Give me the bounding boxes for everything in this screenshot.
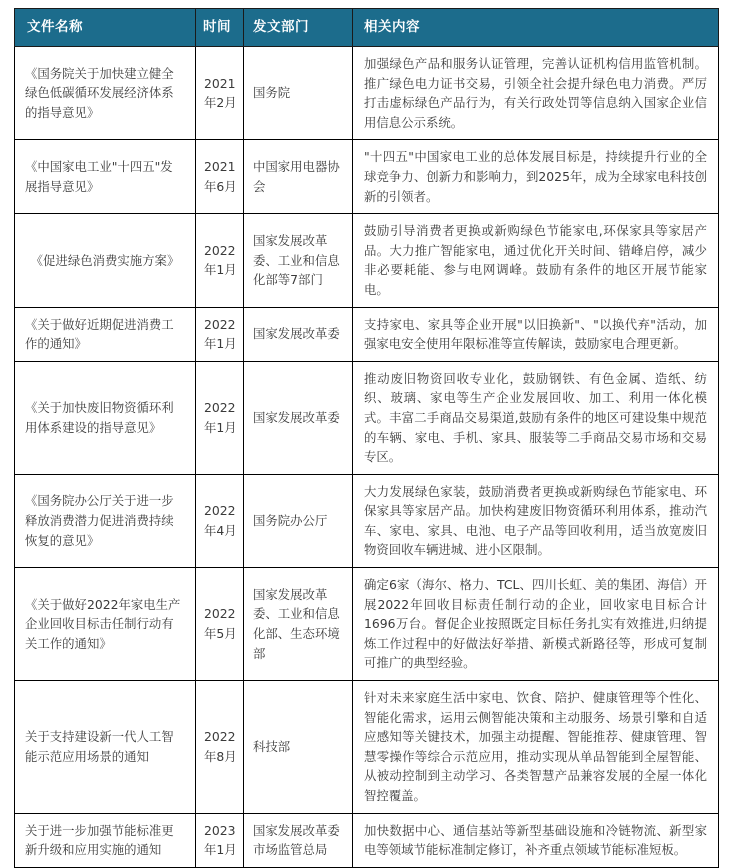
cell-file-name xyxy=(15,568,196,681)
table-row xyxy=(15,681,719,814)
table-row xyxy=(15,813,719,867)
cell-department: 中国家用电器协会 xyxy=(244,140,353,214)
column-header-content: 相关内容 xyxy=(353,9,719,47)
table-row xyxy=(15,140,719,214)
file-name-text: 《国务院办公厅关于进一步释放消费潜力促进消费持续恢复的意见》 xyxy=(25,493,174,548)
file-name-text: 《关于加快废旧物资循环利用体系建设的指导意见》 xyxy=(25,400,174,435)
table-row xyxy=(15,361,719,474)
file-name-text: 《关于做好2022年家电生产企业回收目标击任制行动有关工作的通知》 xyxy=(25,596,181,651)
cell-time: 2022年1月 xyxy=(196,307,244,361)
cell-time: 2021年6月 xyxy=(196,140,244,214)
table-row xyxy=(15,47,719,140)
table-header-row xyxy=(15,9,719,47)
table-row xyxy=(15,307,719,361)
cell-content: 大力发展绿色家装，鼓励消费者更换或新购绿色节能家电、环保家具等家居产品。加快构建废旧物资循环利用体系，推动汽车、家电、家具、电池、电子产品等回收利用，适当放宽废旧物资回收车辆进城、进小区限制。 xyxy=(353,474,719,567)
cell-file-name xyxy=(15,47,196,140)
cell-file-name xyxy=(15,474,196,567)
file-name-text: 《国务院关于加快建立健全绿色低碳循环发展经济体系的指导意见》 xyxy=(25,65,174,120)
cell-content: 针对未来家庭生活中家电、饮食、陪护、健康管理等个性化、智能化需求，运用云侧智能决策和主动服务、场景引擎和自适应感知等关键技术，加强主动提醒、智能推荐、健康管理、智慧零操作等综合示范应用，推动实现从单品智能到全屋智能、从被动控制到主动学习、各类智慧产品兼容发展的全屋一体化智控覆盖。 xyxy=(353,681,719,814)
file-name-text: 关于进一步加强节能标准更新升级和应用实施的通知 xyxy=(25,822,174,858)
cell-time: 2022年4月 xyxy=(196,474,244,567)
cell-content: "十四五"中国家电工业的总体发展目标是，持续提升行业的全球竞争力、创新力和影响力，到2025年，成为全球家电科技创新的引领者。 xyxy=(353,140,719,214)
cell-time: 2022年8月 xyxy=(196,681,244,814)
cell-department: 国家发展改革委、工业和信息化部、生态环境部 xyxy=(244,568,353,681)
cell-content: 支持家电、家具等企业开展"以旧换新"、"以换代弃"活动，加强家电安全使用年限标准等宣传解读，鼓励家电合理更新。 xyxy=(353,307,719,361)
cell-content: 确定6家（海尔、格力、TCL、四川长虹、美的集团、海信）开展2022年回收目标责任制行动的企业，回收家电目标合计1696万台。督促企业按照既定目标任务扎实有效推进,归纳提炼工作过程中的好做法好举措、新模式新路径等，形成可复制可推广的典型经验。 xyxy=(353,568,719,681)
column-header-department: 发文部门 xyxy=(244,9,353,47)
cell-file-name xyxy=(15,681,196,814)
cell-department: 国家发展改革委 xyxy=(244,307,353,361)
cell-file-name xyxy=(15,307,196,361)
cell-time: 2022年1月 xyxy=(196,214,244,307)
cell-file-name xyxy=(15,140,196,214)
table-header xyxy=(15,9,719,47)
cell-department: 国家发展改革委 xyxy=(244,361,353,474)
cell-file-name xyxy=(15,813,196,867)
file-name-text: 《中国家电工业"十四五"发展指导意见》 xyxy=(25,159,173,194)
table-row xyxy=(15,568,719,681)
cell-file-name xyxy=(15,361,196,474)
cell-time: 2023年1月 xyxy=(196,813,244,867)
file-name-text: 《关于做好近期促进消费工作的通知》 xyxy=(25,316,174,352)
cell-department: 国务院 xyxy=(244,47,353,140)
cell-content: 鼓励引导消费者更换或新购绿色节能家电,环保家具等家居产品。大力推广智能家电，通过优化开关时间、错峰启停，减少非必要耗能、参与电网调峰。鼓励有条件的地区开展节能家电。 xyxy=(353,214,719,307)
table-row xyxy=(15,214,719,307)
column-header-time: 时间 xyxy=(196,9,244,47)
cell-department: 国家发展改革委、工业和信息化部等7部门 xyxy=(244,214,353,307)
policy-table xyxy=(14,8,719,868)
cell-department: 国务院办公厅 xyxy=(244,474,353,567)
cell-content: 加强绿色产品和服务认证管理，完善认证机构信用监管机制。推广绿色电力证书交易，引领全社会提升绿色电力消费。严厉打击虚标绿色产品行为，有关行政处罚等信息纳入国家企业信用信息公示系统。 xyxy=(353,47,719,140)
cell-content: 加快数据中心、通信基站等新型基础设施和冷链物流、新型家电等领域节能标准制定修订，补齐重点领域节能标准短板。 xyxy=(353,813,719,867)
cell-time: 2022年5月 xyxy=(196,568,244,681)
cell-file-name xyxy=(15,214,196,307)
file-name-text: 关于支持建设新一代人工智能示范应用场景的通知 xyxy=(25,729,174,764)
table-body xyxy=(15,47,719,868)
cell-department: 科技部 xyxy=(244,681,353,814)
table-row xyxy=(15,474,719,567)
cell-content: 推动废旧物资回收专业化，鼓励钢铁、有色金属、造纸、纺织、玻璃、家电等生产企业发展回收、加工、利用一体化模式。丰富二手商品交易渠道,鼓励有条件的地区可建设集中规范的车辆、家电、手机、家具、服装等二手商品交易市场和交易专区。 xyxy=(353,361,719,474)
column-header-file-name: 文件名称 xyxy=(15,9,196,47)
cell-department: 国家发展改革委市场监管总局 xyxy=(244,813,353,867)
file-name-text: 《促进绿色消费实施方案》 xyxy=(30,252,180,268)
cell-time: 2021年2月 xyxy=(196,47,244,140)
cell-time: 2022年1月 xyxy=(196,361,244,474)
